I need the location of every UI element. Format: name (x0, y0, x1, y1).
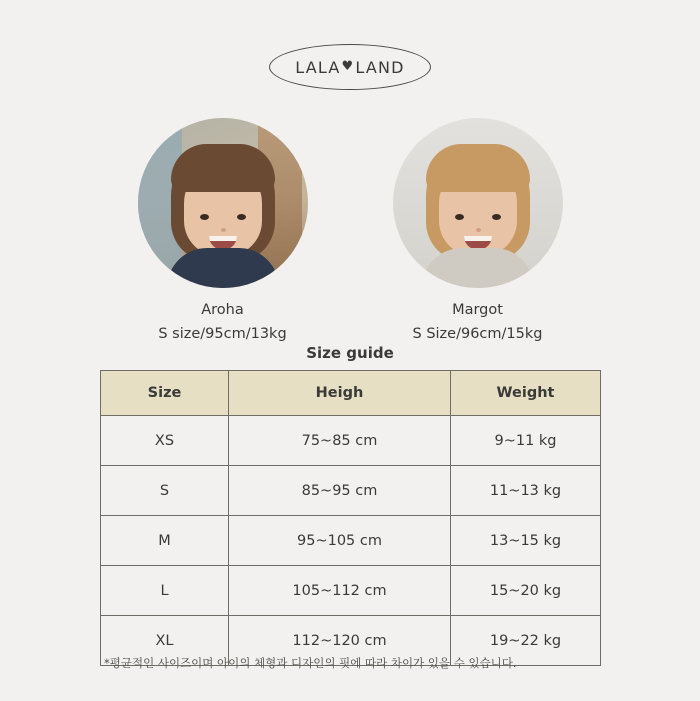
nose-shape (476, 228, 481, 232)
column-header-heigh: Heigh (229, 371, 451, 416)
heart-icon: ♥ (341, 58, 355, 74)
column-header-size: Size (101, 371, 229, 416)
cell-size: M (101, 516, 229, 566)
teeth-shape (464, 236, 492, 241)
cell-weight: 15~20 kg (451, 566, 601, 616)
cell-weight: 13~15 kg (451, 516, 601, 566)
logo-text-left: LALA (295, 57, 341, 77)
cell-heigh: 112~120 cm (229, 616, 451, 666)
table-header (101, 371, 601, 416)
table-row (101, 466, 601, 516)
model-name: Margot (452, 302, 503, 318)
eye-left (455, 214, 464, 220)
model-size-text: S size/95cm/13kg (158, 326, 287, 342)
model-size-text: S Size/96cm/15kg (412, 326, 543, 342)
model-card-aroha (133, 118, 313, 342)
child-figure (393, 118, 563, 288)
cell-size: XS (101, 416, 229, 466)
table-row (101, 416, 601, 466)
nose-shape (221, 228, 226, 232)
fringe-shape (171, 144, 275, 192)
eye-left (200, 214, 209, 220)
cell-heigh: 85~95 cm (229, 466, 451, 516)
size-guide-table-wrap (100, 370, 600, 666)
shirt-shape (422, 248, 534, 288)
table-header-row (101, 371, 601, 416)
logo-ellipse (269, 44, 431, 90)
teeth-shape (209, 236, 237, 241)
size-guide-footnote: *평균적인 사이즈이며 아이의 체형과 디자인의 핏에 따라 차이가 있을 수 있습니다. (104, 656, 517, 670)
child-photo-margot (393, 118, 563, 288)
cell-weight: 9~11 kg (451, 416, 601, 466)
table-row (101, 566, 601, 616)
shirt-shape (167, 248, 279, 288)
cell-heigh: 75~85 cm (229, 416, 451, 466)
cell-size: L (101, 566, 229, 616)
eye-right (237, 214, 246, 220)
table-body (101, 416, 601, 666)
child-figure (138, 118, 308, 288)
cell-heigh: 105~112 cm (229, 566, 451, 616)
cell-heigh: 95~105 cm (229, 516, 451, 566)
cell-weight: 11~13 kg (451, 466, 601, 516)
model-card-margot (388, 118, 568, 342)
child-photo-aroha (138, 118, 308, 288)
logo-text-right: LAND (355, 57, 405, 77)
cell-size: S (101, 466, 229, 516)
model-gallery (0, 118, 700, 342)
cell-size: XL (101, 616, 229, 666)
brand-logo (0, 44, 700, 90)
cell-weight: 19~22 kg (451, 616, 601, 666)
table-row (101, 516, 601, 566)
eye-right (492, 214, 501, 220)
size-guide-table (100, 370, 601, 666)
column-header-weight: Weight (451, 371, 601, 416)
model-name: Aroha (201, 302, 244, 318)
size-guide-title: Size guide (306, 344, 394, 362)
fringe-shape (426, 144, 530, 192)
